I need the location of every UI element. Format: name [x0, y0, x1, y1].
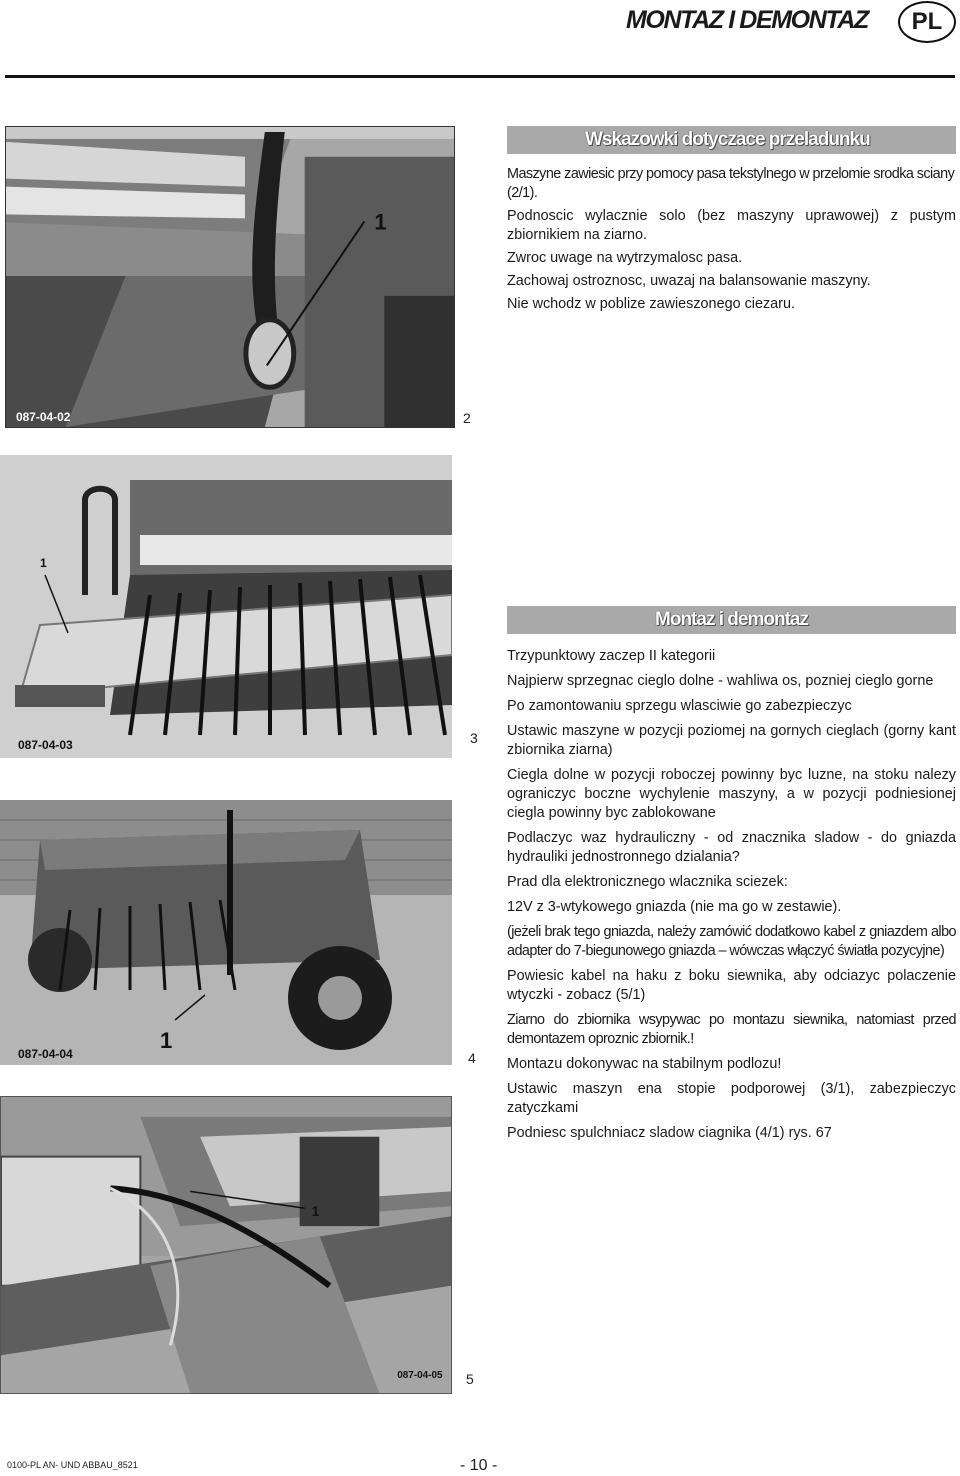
section-heading-loading-tips: Wskazowki dotyczace przeladunku [507, 126, 956, 154]
paragraph: Ustawic maszyne w pozycji poziomej na gornych cieglach (gorny kant zbiornika ziarna) [507, 723, 956, 758]
paragraph: Po zamontowaniu sprzegu wlasciwie go zabezpieczyc [507, 698, 852, 714]
paragraph: Powiesic kabel na haku z boku siewnika, aby odciazyc polaczenie wtyczki - zobacz (5/1) [507, 968, 956, 1003]
paragraph: Ziarno do zbiornika wsypywac po montazu siewnika, natomiast przed demontazem oproznic zbiornik.! [507, 1012, 956, 1047]
paragraph: Ciegla dolne w pozycji roboczej powinny byc luzne, na stoku nalezy ograniczyc boczne wychylenie maszyny, a w pozycji podniesionej ciegla powinny byc zablokowane [507, 767, 956, 821]
header-divider [5, 75, 955, 78]
figure-3-callout: 1 [40, 556, 47, 570]
figure-4-callout: 1 [160, 1028, 173, 1053]
figure-2-callout: 1 [374, 209, 387, 235]
paragraph: Trzypunktowy zaczep II kategorii [507, 648, 716, 664]
section-body-mounting [507, 647, 956, 1149]
photo-lifting-strap [5, 126, 455, 428]
footer-document-code: 0100-PL AN- UND ABBAU_8521 [7, 1460, 138, 1470]
photo-seed-drill-side [0, 800, 452, 1065]
paragraph: Podniesc spulchniacz sladow ciagnika (4/1) rys. 67 [507, 1125, 832, 1141]
paragraph: Nie wchodz w poblize zawieszonego ciezaru. [507, 296, 795, 312]
section-body-loading-tips [507, 165, 956, 318]
page-title: MONTAZ I DEMONTAZ [626, 6, 868, 34]
figure-5-code: 087-04-05 [397, 1370, 443, 1382]
photo-hydraulic-hose-hook [0, 1096, 452, 1394]
figure-5-number: 5 [466, 1371, 474, 1387]
figure-3-number: 3 [470, 730, 478, 746]
paragraph: Podnoscic wylacznie solo (bez maszyny uprawowej) z pustym zbiornikiem na ziarno. [507, 208, 956, 243]
paragraph: Najpierw sprzegnac cieglo dolne - wahliwa os, pozniej cieglo gorne [507, 673, 934, 689]
paragraph: 12V z 3-wtykowego gniazda (nie ma go w zestawie). [507, 899, 842, 915]
figure-3-code: 087-04-03 [18, 738, 73, 752]
paragraph: Ustawic maszyn ena stopie podporowej (3/1), zabezpieczyc zatyczkami [507, 1081, 956, 1116]
figure-2-code: 087-04-02 [15, 410, 71, 425]
footer-page-number: - 10 - [460, 1457, 498, 1474]
paragraph: Prad dla elektronicznego wlacznika sciezek: [507, 874, 788, 890]
paragraph: Zwroc uwage na wytrzymalosc pasa. [507, 250, 743, 266]
language-badge: PL [898, 1, 956, 43]
photo-seed-drill-platform [0, 455, 452, 758]
paragraph: Maszyne zawiesic przy pomocy pasa tekstylnego w przelomie srodka sciany (2/1). [507, 166, 955, 201]
figure-4-number: 4 [468, 1050, 476, 1066]
figure-5-callout: 1 [311, 1203, 320, 1220]
paragraph: Montazu dokonywac na stabilnym podlozu! [507, 1056, 782, 1072]
paragraph: (jeżeli brak tego gniazda, należy zamówić dodatkowo kabel z gniazdem albo adapter do 7-biegunowego gniazda – wówczas włączyć światła pozycyjne) [507, 924, 956, 959]
figure-4-code: 087-04-04 [18, 1047, 73, 1061]
paragraph: Podlaczyc waz hydrauliczny - od znacznika sladow - do gniazda hydrauliki jednostronnego dzialania? [507, 830, 956, 865]
section-heading-mounting: Montaz i demontaz [507, 606, 956, 634]
figure-2-number: 2 [463, 410, 471, 426]
paragraph: Zachowaj ostroznosc, uwazaj na balansowanie maszyny. [507, 273, 871, 289]
